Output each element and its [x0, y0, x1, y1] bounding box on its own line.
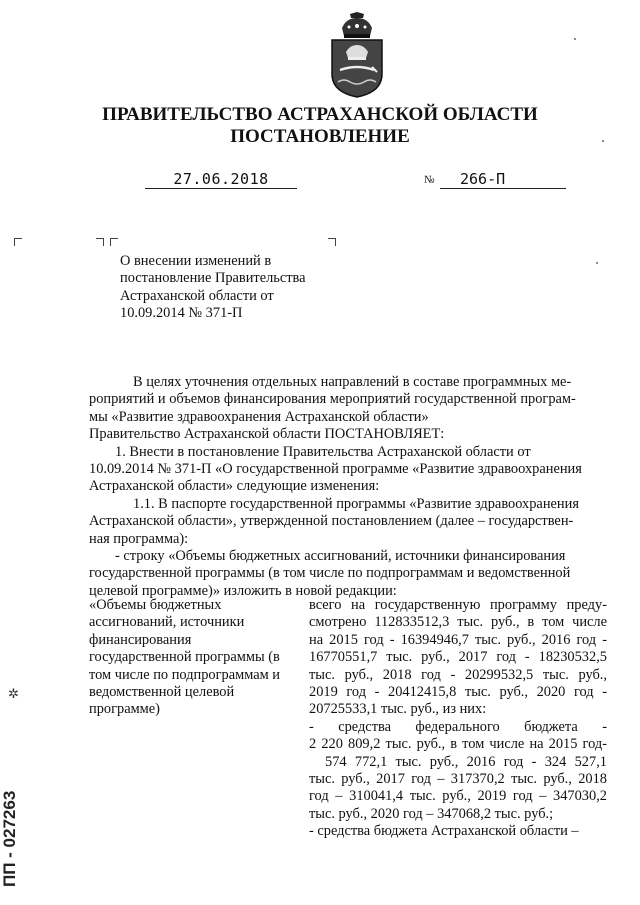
table-value-line: - средства федерального бюджета -	[309, 718, 607, 735]
body-line: Астраханской области» следующие изменения:	[89, 478, 380, 495]
body-line: государственной программы (в том числе по подпрограммам и ведомственной	[89, 565, 571, 582]
table-value-line: 20725533,1 тыс. руб., из них:	[309, 701, 487, 718]
body-line: 10.09.2014 № 371-П «О государственной программе «Развитие здравоохранения	[89, 461, 582, 478]
table-value-line: тыс. руб., 2017 год – 317370,2 тыс. руб., 2018	[309, 771, 607, 788]
body-line: Астраханской области», утвержденной постановлением (далее – государствен-	[89, 513, 574, 530]
scan-speck	[602, 140, 604, 142]
table-value-line: смотрено 112833512,3 тыс. руб., в том числе	[309, 614, 607, 631]
table-value-line: год – 310041,4 тыс. руб., 2019 год – 347030,2	[309, 788, 607, 805]
serial-stamp-text: ПП - 027263	[0, 790, 19, 887]
table-value-line: 2 220 809,2 тыс. руб., в том числе на 2015 год-	[309, 736, 607, 753]
body-line: ная программа):	[89, 530, 189, 547]
table-value-line: 574 772,1 тыс. руб., 2016 год - 324 527,1	[325, 753, 607, 770]
scan-speck	[574, 38, 576, 40]
table-label-line: ведомственной целевой	[89, 684, 235, 701]
document-date: 27.06.2018	[145, 171, 297, 189]
table-label-line: программе)	[89, 701, 160, 718]
body-line: 1.1. В паспорте государственной программы «Развитие здравоохранения	[133, 495, 579, 512]
government-title: ПРАВИТЕЛЬСТВО АСТРАХАНСКОЙ ОБЛАСТИ	[102, 104, 538, 125]
subject-line: 10.09.2014 № 371-П	[120, 305, 243, 322]
corner-mark	[14, 238, 22, 246]
table-value-line: тыс. руб., 2020 год – 347068,2 тыс. руб.;	[309, 805, 554, 822]
body-line: Правительство Астраханской области ПОСТАНОВЛЯЕТ:	[89, 426, 445, 443]
document-type: ПОСТАНОВЛЕНИЕ	[230, 126, 410, 147]
asterisk-icon: ✲	[8, 686, 19, 701]
table-value-column	[309, 597, 607, 841]
corner-mark	[96, 238, 104, 246]
body-line: В целях уточнения отдельных направлений в составе программных ме-	[133, 374, 572, 390]
subject-line: постановление Правительства	[120, 270, 306, 287]
table-value-line: 16770551,7 тыс. руб., 2017 год - 18230532,5	[309, 649, 607, 666]
body-line: - строку «Объемы бюджетных ассигнований, источники финансирования	[115, 548, 566, 565]
serial-stamp	[2, 692, 28, 892]
coat-of-arms-icon	[328, 12, 386, 98]
table-label-line: ассигнований, источники	[89, 614, 245, 631]
table-value-line: - средства бюджета Астраханской области –	[309, 823, 579, 840]
body-line: роприятий и объемов финансирования мероприятий государственной програм-	[89, 391, 576, 408]
document-subject	[120, 253, 340, 323]
subject-line: Астраханской области от	[120, 287, 274, 304]
document-number: 266-П	[440, 171, 566, 189]
table-label-line: «Объемы бюджетных	[89, 597, 222, 613]
body-line: мы «Развитие здравоохранения Астраханской области»	[89, 408, 429, 425]
body-line: целевой программе)» изложить в новой редакции:	[89, 582, 397, 599]
scan-speck	[596, 262, 598, 264]
table-label-column	[89, 597, 304, 719]
corner-mark	[110, 238, 118, 246]
table-value-line: 2019 год - 20412415,8 тыс. руб., 2020 год -	[309, 684, 607, 701]
table-value-line: на 2015 год - 16394946,7 тыс. руб., 2016 год -	[309, 631, 607, 648]
table-label-line: том числе по подпрограммам и	[89, 666, 280, 683]
body-line: 1. Внести в постановление Правительства Астраханской области от	[115, 443, 531, 460]
body-paragraphs	[89, 374, 607, 600]
table-label-line: государственной программы (в	[89, 649, 280, 666]
corner-mark	[328, 238, 336, 246]
table-value-line: всего на государственную программу преду-	[309, 597, 607, 613]
subject-line: О внесении изменений в	[120, 253, 272, 269]
number-label: №	[424, 174, 435, 186]
table-value-line: тыс. руб., 2018 год - 20299532,5 тыс. руб.,	[309, 666, 607, 683]
table-label-line: финансирования	[89, 631, 192, 648]
